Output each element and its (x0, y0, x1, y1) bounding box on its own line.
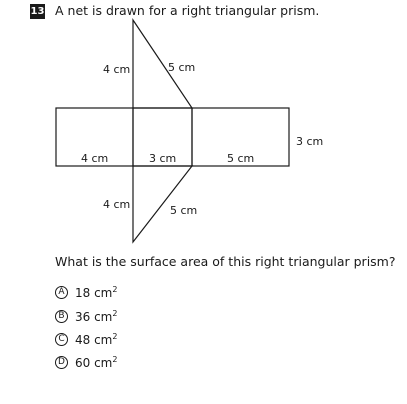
choice-d[interactable] (55, 354, 117, 370)
rect-right-width-label: 5 cm (227, 152, 255, 165)
question-number: 13 (30, 6, 45, 17)
rect-left-width-label: 4 cm (81, 152, 109, 165)
choice-a-value: 18 $cm^2$ (75, 284, 118, 300)
bottom-triangle-hyp-label: 5 cm (170, 204, 198, 217)
rect-height-label: 3 cm (296, 135, 324, 148)
choice-b-value: 36 $cm^2$ (75, 308, 118, 324)
choice-a-bubble[interactable]: A (55, 286, 68, 299)
choice-c-value: 48 $cm^2$ (75, 331, 118, 347)
top-triangle-leg-label: 4 cm (103, 63, 131, 76)
choice-c-bubble[interactable]: C (55, 333, 68, 346)
choice-d-value: 60 $cm^2$ (75, 354, 118, 370)
choice-c[interactable] (55, 331, 117, 347)
question-stem: A net is drawn for a right triangular prism. (55, 3, 320, 18)
question-text: What is the surface area of this right triangular prism? (55, 254, 396, 269)
choice-a[interactable] (55, 284, 117, 300)
choice-b[interactable] (55, 308, 117, 324)
choice-b-bubble[interactable]: B (55, 310, 68, 323)
top-triangle-hyp-label: 5 cm (168, 61, 196, 74)
rect-mid-width-label: 3 cm (149, 152, 177, 165)
bottom-triangle-leg-label: 4 cm (103, 198, 131, 211)
choice-d-bubble[interactable]: D (55, 356, 68, 369)
